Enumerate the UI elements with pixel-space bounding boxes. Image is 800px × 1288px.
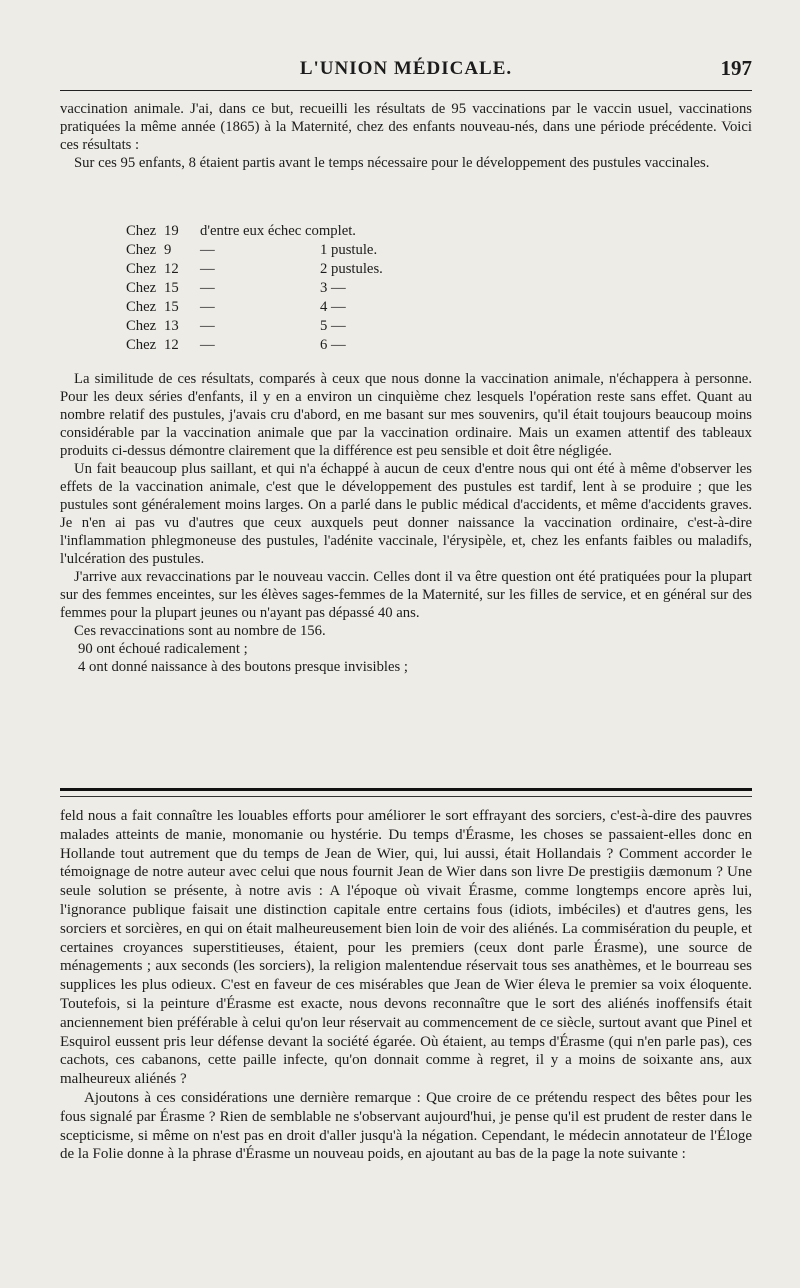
table-cell: Chez <box>126 318 157 334</box>
section-vaccination-results <box>60 370 752 676</box>
paragraph: 90 ont échoué radicalement ; <box>78 641 248 657</box>
table-cell: 6 — <box>320 337 346 353</box>
table-cell: 12 <box>164 261 179 277</box>
paragraph: Ajoutons à ces considérations une dernière remarque : Que croire de ce prétendu respect des bêtes pour les fous signalé par Érasme ? Rien de semblable ne s'observant aujourd'hui, je pense qu'il est prudent de rester dans le scepticisme, si même on n'est pas en droit d'aller jusqu'à la négation. Cependant, le médecin annotateur de l'Éloge de la Folie donne à la phrase d'Érasme un nouveau poids, en ajoutant au bas de la page la note suivante : <box>60 1089 752 1163</box>
table-cell: 15 <box>164 299 179 315</box>
page-number: 197 <box>720 56 752 80</box>
table-cell: 1 pustule. <box>320 242 378 258</box>
table-cell: 3 — <box>320 280 346 296</box>
paragraph: 4 ont donné naissance à des boutons presque invisibles ; <box>78 659 409 675</box>
paragraph: La similitude de ces résultats, comparés à ceux que nous donne la vaccination animale, n'échappera à personne. Pour les deux séries d'enfants, il y en a environ un cinquième chez lesquels l'opération reste sans effet. Quant au nombre relatif des pustules, j'avais cru d'abord, en me basant sur mes souvenirs, qu'il était toujours beaucoup moins considérable par la vaccination animale que par la vaccination ordinaire. Mais un examen attentif des tableaux produits ci-dessus démontre clairement que la différence est peu sensible et doit être négligée. <box>60 371 752 459</box>
table-row <box>126 336 383 355</box>
table-row <box>126 279 383 298</box>
table-cell: d'entre eux échec complet. <box>200 223 356 239</box>
table-cell: Chez <box>126 223 157 239</box>
table-row <box>126 317 383 336</box>
paragraph: feld nous a fait connaître les louables efforts pour améliorer le sort effrayant des sorciers, c'est-à-dire des pauvres malades atteints de manie, monomanie ou hystérie. Du temps d'Érasme, les choses se passaient-elles donc en Hollande tout autrement que du temps de Jean de Wier, qui, lui aussi, était Hollandais ? Comment accorder le témoignage de notre auteur avec celui que nous fournit Jean de Wier dans son livre De prestigiis dæmonum ? Une seule solution se présente, à notre avis : A l'époque où vivait Érasme, comme longtemps encore après lui, l'ignorance publique faisait une distinction capitale entre certains fous (idiots, imbéciles) et d'autres gens, les sorciers et sorcières, en qui on était malheureusement bien loin de voir des aliénés. La commisération du peuple, et certaines croyances superstitieuses, étaient, pour les premiers (ceux dont parle Érasme), une source de ménagements ; aux seconds (les sorciers), la religion malentendue réservait tous ses anathèmes, et le bourreau ses supplices les plus odieux. C'est en faveur de ces misérables que Jean de Wier éleva le premier sa voix éloquente. Toutefois, si la peinture d'Érasme est exacte, nous devons reconnaître que le sort des aliénés inoffensifs était anciennement bien préférable à celui qu'on leur réservait au commencement de ce siècle, surtout avant que Pinel et Esquirol eussent pris leur défense devant la société égarée. Où étaient, au temps d'Érasme (qui n'en parle pas), ces cachots, ces cabanons, cette paille infecte, qu'on donnait comme à regret, il y a moins de soixante ans, aux malheureux aliénés ? <box>60 808 752 1088</box>
table-cell: Chez <box>126 242 157 258</box>
table-cell: — <box>200 318 215 334</box>
section-divider <box>60 796 752 797</box>
table-cell: — <box>200 299 215 315</box>
header-rule <box>60 90 752 91</box>
table-cell: 15 <box>164 280 179 296</box>
paragraph: vaccination animale. J'ai, dans ce but, recueilli les résultats de 95 vaccinations par le vaccin usuel, vaccinations pratiquées la même année (1865) à la Maternité, chez des enfants nouveau-nés, dans une période précédente. Voici ces résultats : <box>60 101 752 153</box>
table-cell: — <box>200 337 215 353</box>
table-cell: 2 pustules. <box>320 261 383 277</box>
paragraph: Un fait beaucoup plus saillant, et qui n'a échappé à aucun de ceux d'entre nous qui ont été à même d'observer les effets de la vaccination animale, c'est que le développement des pustules est tardif, lent à se produire ; que les pustules sont généralement moins larges. On a parlé dans le public médical d'accidents, et même d'accidents graves. Je n'en ai pas vu d'autres que ceux auxquels peut donner naissance la vaccination ordinaire, c'est-à-dire l'inflammation phlegmoneuse des pustules, l'adénite vaccinale, l'érysipèle, et, chez les enfants faibles ou maladifs, l'ulcération des pustules. <box>60 461 752 567</box>
table-cell: Chez <box>126 299 157 315</box>
table-cell: 9 <box>164 242 172 258</box>
results-table <box>126 222 383 355</box>
journal-title: L'UNION MÉDICALE. <box>299 58 513 79</box>
table-cell: — <box>200 261 215 277</box>
paragraph: Sur ces 95 enfants, 8 étaient partis avant le temps nécessaire pour le développement des pustules vaccinales. <box>74 155 710 171</box>
table-cell: 19 <box>164 223 179 239</box>
table-cell: Chez <box>126 337 157 353</box>
table-row <box>126 241 383 260</box>
table-cell: 5 — <box>320 318 346 334</box>
running-header <box>60 52 752 86</box>
table-cell: — <box>200 280 215 296</box>
table-cell: 4 — <box>320 299 346 315</box>
paragraph: J'arrive aux revaccinations par le nouveau vaccin. Celles dont il va être question ont été pratiquées pour la plupart sur des femmes enceintes, sur les élèves sages-femmes de la Maternité, sur les filles de service, et en général sur des femmes pour la plupart jeunes ou n'ayant pas dépassé 40 ans. <box>60 569 752 621</box>
table-cell: 13 <box>164 318 179 334</box>
section-feuilleton <box>60 807 752 1164</box>
table-row <box>126 260 383 279</box>
table-cell: — <box>200 242 215 258</box>
section-divider <box>60 788 752 791</box>
table-cell: 12 <box>164 337 179 353</box>
table-cell: Chez <box>126 261 157 277</box>
paragraph: Ces revaccinations sont au nombre de 156. <box>74 623 326 639</box>
table-row <box>126 222 383 241</box>
table-row <box>126 298 383 317</box>
table-cell: Chez <box>126 280 157 296</box>
section-vaccination-intro <box>60 100 752 172</box>
